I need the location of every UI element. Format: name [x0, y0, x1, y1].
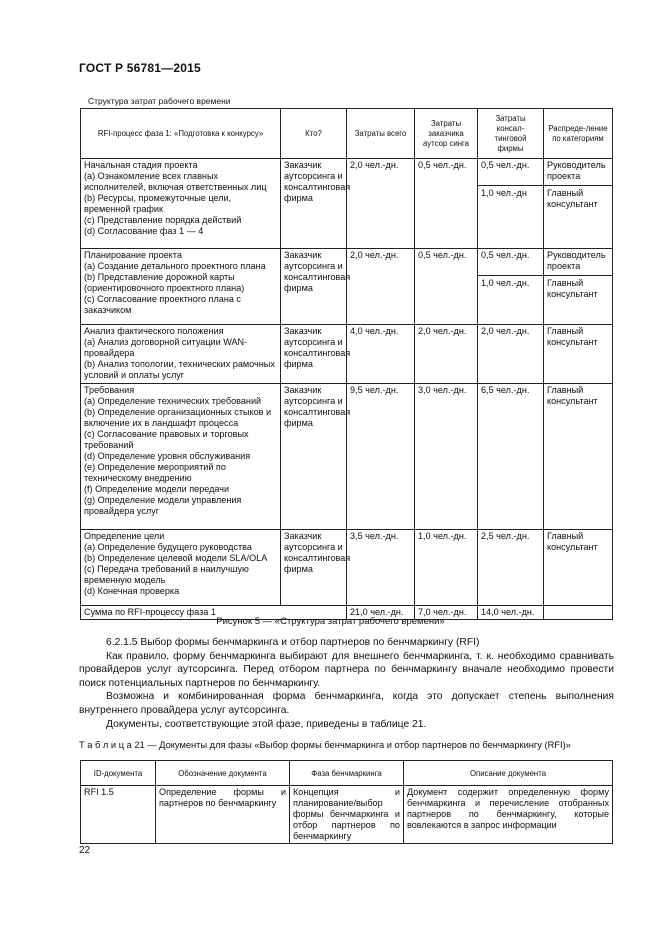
- table-row: [81, 786, 613, 844]
- col-header-description: Описание документа: [404, 761, 613, 786]
- page-number: 22: [79, 845, 91, 856]
- row-firm-value: 1,0 чел.-дн.: [478, 275, 543, 289]
- col-header-phase: Фаза бенчмаркинга: [290, 761, 404, 786]
- row-customer: 1,0 чел.-дн.: [415, 530, 478, 606]
- row-customer: 0,5 чел.-дн.: [415, 249, 478, 325]
- row-total: 4,0 чел.-дн.: [347, 325, 415, 384]
- doc-description: Документ содержит определенную форму бенчмаркинга и перечисление отобранных партнеров по бенчмаркингу, которые вовлекаются в запрос информации: [404, 786, 613, 844]
- col-header-who: Кто?: [281, 109, 347, 159]
- row-firm: [478, 249, 544, 325]
- sum-customer: 7,0 чел.-дн.: [415, 606, 478, 620]
- documents-table: [80, 760, 613, 844]
- sum-label: Сумма по RFI-процессу фаза 1: [81, 606, 347, 620]
- row-firm: 2,5 чел.-дн.: [478, 530, 544, 606]
- row-who: Заказчик аутсорсинга и консалтинговая фирма: [281, 530, 347, 606]
- paragraph: Документы, соответствующие этой фазе, приведены в таблице 21.: [106, 718, 427, 730]
- col-header-total: Затраты всего: [347, 109, 415, 159]
- document-header: ГОСТ Р 56781—2015: [79, 61, 201, 75]
- row-customer: 3,0 чел.-дн.: [415, 384, 478, 530]
- row-category: Главный консультант: [544, 384, 613, 530]
- row-firm-value: 1,0 чел.-дн: [478, 185, 543, 199]
- row-firm: 2,0 чел.-дн.: [478, 325, 544, 384]
- paragraph: Возможна и комбинированная форма бенчмаркинга, когда это допускает степень выполнения внутреннего провайдера услуг аутсорсинга.: [79, 691, 614, 716]
- table-row: [81, 159, 613, 249]
- row-process: Начальная стадия проекта (a) Ознакомление всех главных исполнителей, включая ответственных лиц (b) Ресурсы, промежуточные цели, временной график (c) Представление порядка действий (d) Согласование фаз 1 — 4: [81, 159, 281, 249]
- figure-caption: Рисунок 5 — «Структура затрат рабочего времени»: [216, 616, 445, 627]
- row-category: Главный консультант: [544, 325, 613, 384]
- row-category-value: Главный консультант: [544, 185, 612, 210]
- doc-phase: Концепция и планирование/выбор формы бенчмаркинга и отбор партнеров по бенчмаркингу: [290, 786, 404, 844]
- body-text: [79, 636, 614, 731]
- doc-id: RFI 1.5: [81, 786, 156, 844]
- col-header-category: Распреде-ление по категориям: [544, 109, 613, 159]
- row-category-value: Руководитель проекта: [547, 160, 606, 181]
- table-header-row: [81, 109, 613, 159]
- col-header-customer: Затраты заказчика аутсор синга: [415, 109, 478, 159]
- cost-structure-table: [80, 108, 613, 620]
- col-header-firm: Затраты консал-тинговой фирмы: [478, 109, 544, 159]
- row-category: [544, 249, 613, 325]
- row-process: Планирование проекта (a) Создание детального проектного плана (b) Представление дорожной карты (ориентировочного проектного плана) (c) Согласование проектного плана с заказчиком: [81, 249, 281, 325]
- sum-firm: 14,0 чел.-дн.: [478, 606, 544, 620]
- row-category: Главный консультант: [544, 530, 613, 606]
- row-total: 2,0 чел.-дн.: [347, 159, 415, 249]
- row-total: 9,5 чел.-дн.: [347, 384, 415, 530]
- row-firm: 6,5 чел.-дн.: [478, 384, 544, 530]
- table-row: [81, 530, 613, 606]
- doc-name: Определение формы и партнеров по бенчмаркингу: [156, 786, 290, 844]
- row-firm-value: 0,5 чел.-дн.: [481, 160, 530, 170]
- row-category: [544, 159, 613, 249]
- row-customer: 2,0 чел.-дн.: [415, 325, 478, 384]
- row-process: Требования (a) Определение технических требований (b) Определение организационных стыков и включение их в ландшафт процесса (c) Согласование правовых и торговых требований (d) Определение уровня обслуживания (e) Определение мероприятий по техническому внедрению (f) Определение модели передачи (g) Определение модели управления провайдера услуг: [81, 384, 281, 530]
- row-who: Заказчик аутсорсинга и консалтинговая фирма: [281, 249, 347, 325]
- table-header-row: [81, 761, 613, 786]
- row-process: Анализ фактического положения (a) Анализ договорной ситуации WAN-провайдера (b) Анализ топологии, технических рамочных условий и оплаты услуг: [81, 325, 281, 384]
- row-category-value: Главный консультант: [544, 275, 612, 300]
- row-who: Заказчик аутсорсинга и консалтинговая фирма: [281, 325, 347, 384]
- row-who: Заказчик аутсорсинга и консалтинговая фирма: [281, 384, 347, 530]
- row-who: Заказчик аутсорсинга и консалтинговая фирма: [281, 159, 347, 249]
- figure-top-caption: Структура затрат рабочего времени: [88, 96, 231, 106]
- table-row: [81, 384, 613, 530]
- row-total: 2,0 чел.-дн.: [347, 249, 415, 325]
- section-heading: 6.2.1.5 Выбор формы бенчмаркинга и отбор партнеров по бенчмаркингу (RFI): [106, 637, 480, 648]
- row-total: 3,5 чел.-дн.: [347, 530, 415, 606]
- row-category-value: Руководитель проекта: [547, 250, 606, 271]
- row-customer: 0,5 чел.-дн.: [415, 159, 478, 249]
- col-header-name: Обозначение документа: [156, 761, 290, 786]
- table-title: Т а б л и ц а 21 — Документы для фазы «Выбор формы бенчмаркинга и отбор партнеров по бенчмаркингу (RFI)»: [79, 740, 571, 750]
- col-header-process: RFI-процесс фаза 1: «Подготовка к конкурсу»: [81, 109, 281, 159]
- row-firm-value: 0,5 чел.-дн.: [481, 250, 530, 260]
- row-firm: [478, 159, 544, 249]
- row-process: Определение цели (a) Определение будущего руководства (b) Определение целевой модели SLA/OLA (c) Передача требований в наилучшую временную модель (d) Конечная проверка: [81, 530, 281, 606]
- sum-total: 21,0 чел.-дн.: [347, 606, 415, 620]
- col-header-id: ID-документа: [81, 761, 156, 786]
- paragraph: Как правило, форму бенчмаркинга выбирают для внешнего бенчмаркинга, т. к. необходимо сравнивать провайдеров услуг аутсорсинга. Перед отбором партнера по бенчмаркингу вначале необходимо провести поиск потенциальных партнеров по бенчмаркингу.: [79, 650, 614, 689]
- table-row: [81, 325, 613, 384]
- table-row: [81, 249, 613, 325]
